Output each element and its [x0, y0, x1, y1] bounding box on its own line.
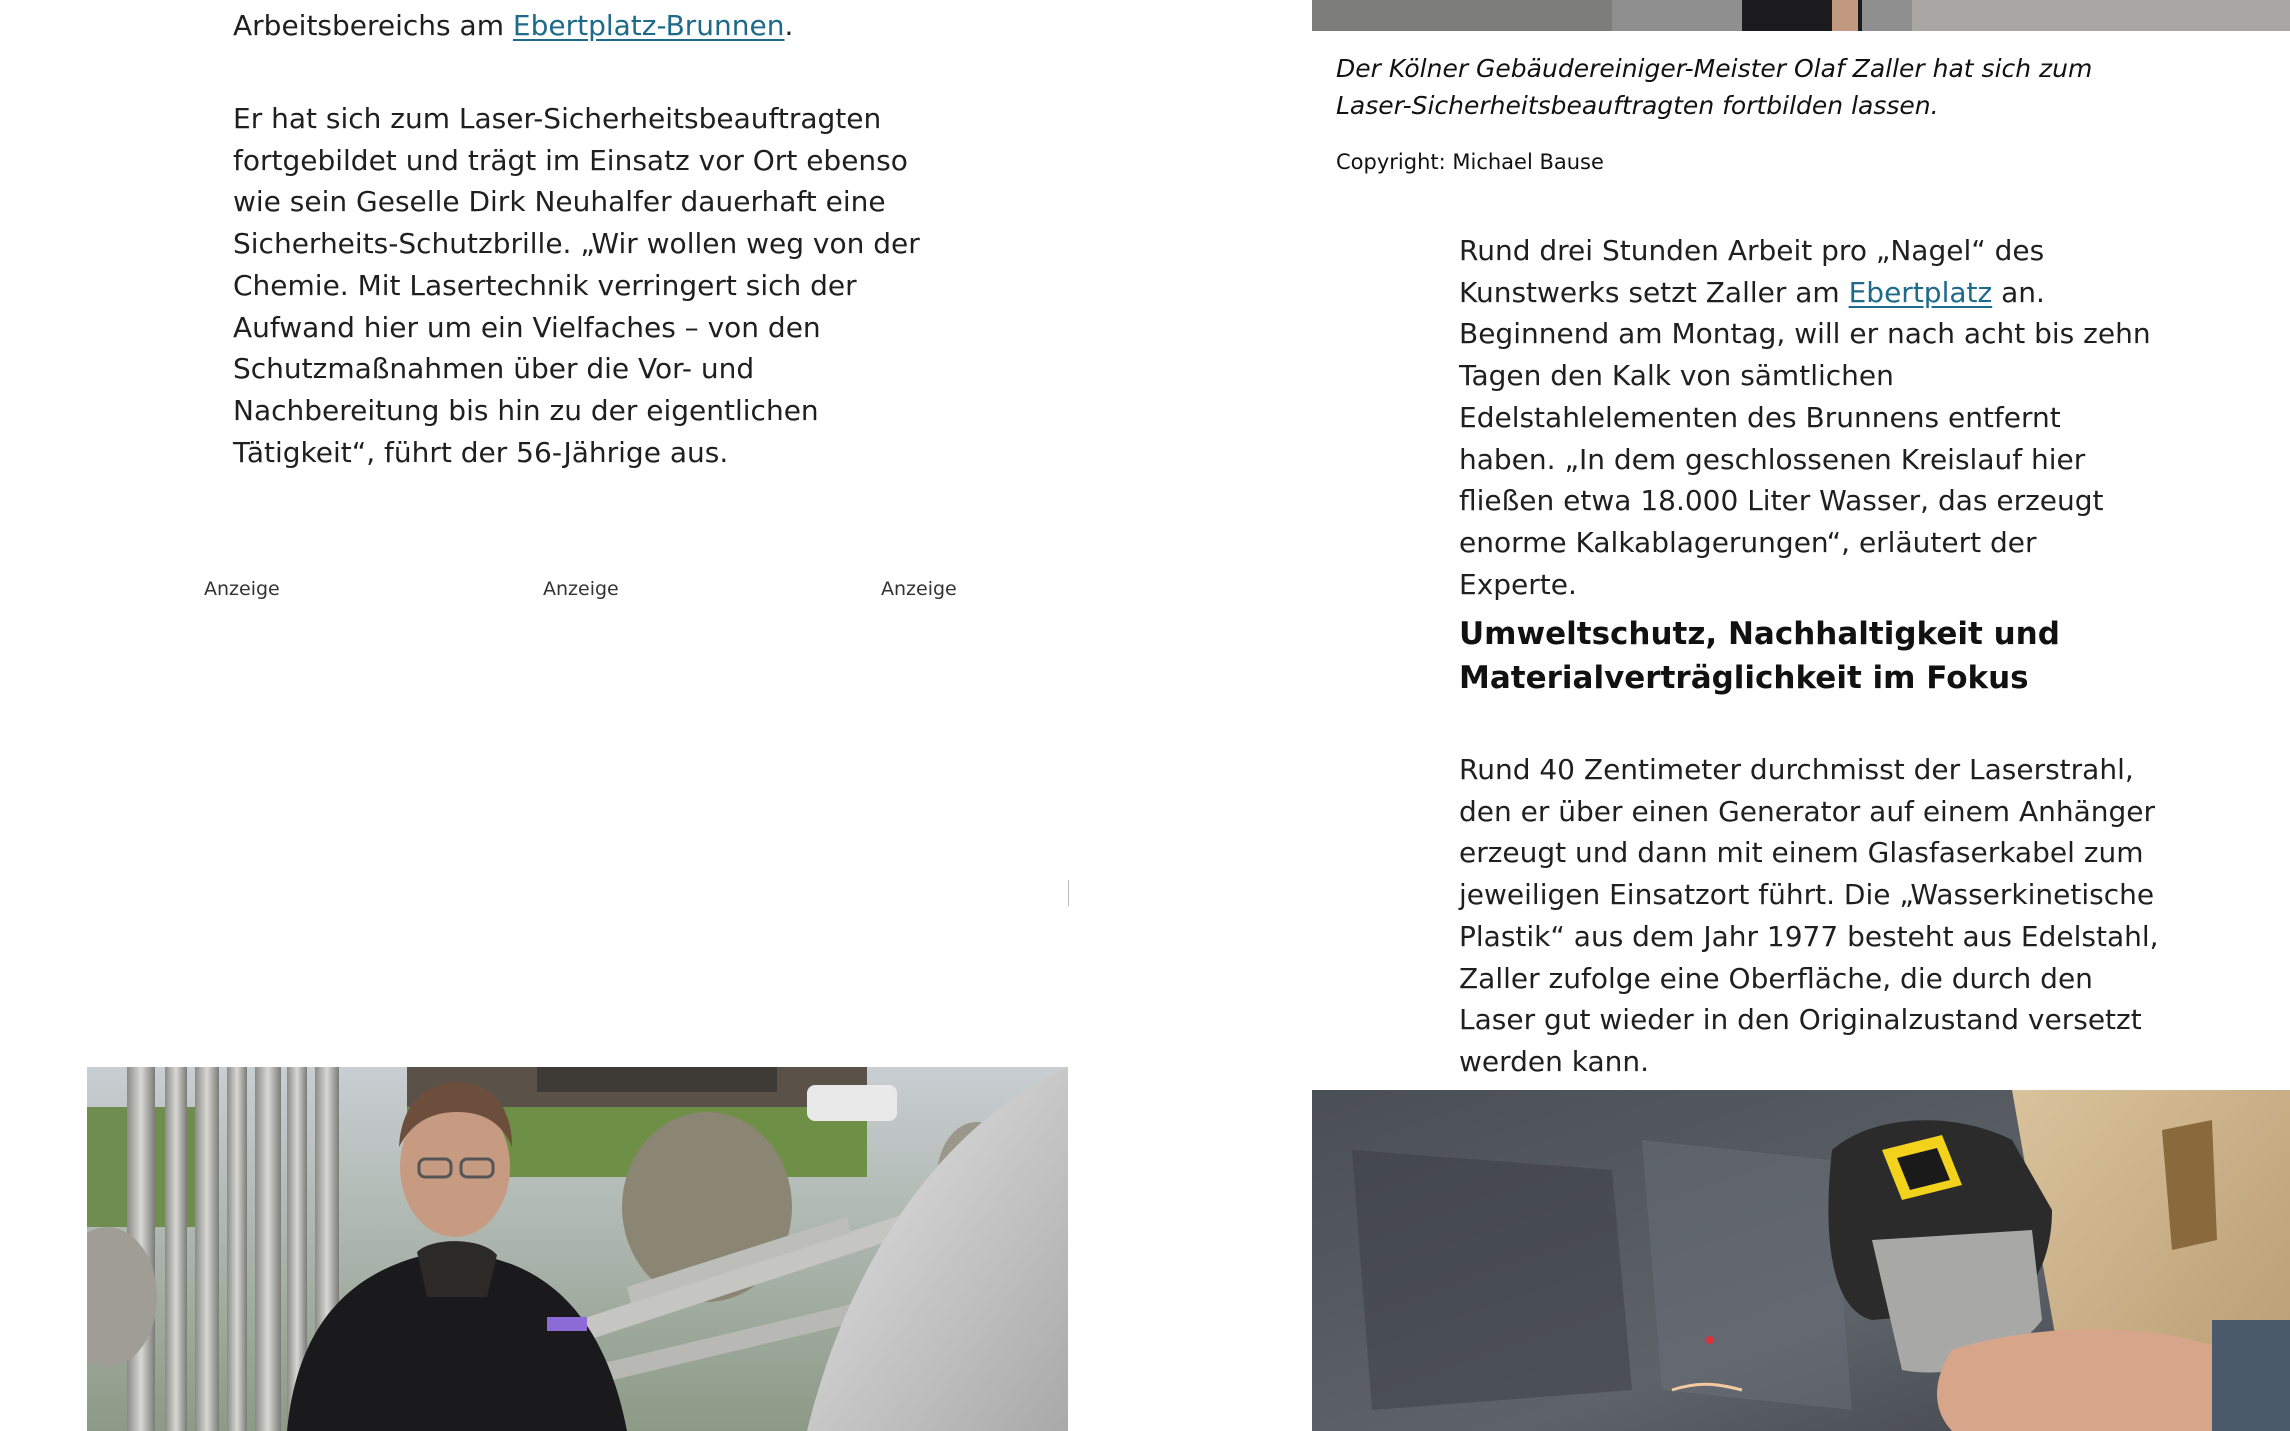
- paragraph-text: Arbeitsbereichs am: [233, 9, 513, 42]
- photo-copyright: Copyright: Michael Bause: [1336, 150, 1604, 174]
- ad-label: Anzeige: [543, 578, 619, 600]
- article-paragraph: [1459, 230, 2159, 605]
- paragraph-end: .: [784, 9, 794, 42]
- ad-label: Anzeige: [881, 578, 957, 600]
- photo-laser-device[interactable]: [1312, 1090, 2290, 1431]
- section-subheading: Umweltschutz, Nachhaltigkeit und Materialverträglichkeit im Fokus: [1459, 616, 2060, 696]
- photo-top-fragment[interactable]: [1312, 0, 2290, 31]
- photo-top-fragment-image: [1312, 0, 2290, 31]
- article-paragraph: Er hat sich zum Laser-Sicherheitsbeauftragten fortgebildet und trägt im Einsatz vor Ort ebenso wie sein Geselle Dirk Neuhalfer dauerhaft eine Sicherheits-Schutzbrille. „Wir wollen weg von der Chemie. Mit Lasertechnik verringert sich der Aufwand hier um ein Vielfaches – von den Schutzmaßnahmen über die Vor- und Nachbereitung bis hin zu der eigentlichen Tätigkeit“, führt der 56-Jährige aus.: [233, 102, 920, 469]
- article-paragraph: Rund 40 Zentimeter durchmisst der Laserstrahl, den er über einen Generator auf einem Anhänger erzeugt und dann mit einem Glasfaserkabel zum jeweiligen Einsatzort führt. Die „Wasserkinetische Plastik“ aus dem Jahr 1977 besteht aus Edelstahl, Zaller zufolge eine Oberfläche, die durch den Laser gut wieder in den Originalzustand versetzt werden kann.: [1459, 753, 2159, 1078]
- photo-olaf-zaller-image: [87, 1067, 1068, 1431]
- ad-slot-marker: [1068, 880, 1069, 906]
- photo-caption: Der Kölner Gebäudereiniger-Meister Olaf Zaller hat sich zum Laser-Sicherheitsbeauftragten fortbilden lassen.: [1336, 54, 2093, 120]
- ad-label: Anzeige: [204, 578, 280, 600]
- photo-laser-device-image: [1312, 1090, 2290, 1431]
- paragraph-text: Rund drei Stunden Arbeit pro „Nagel“ des Kunstwerks setzt Zaller am: [1459, 234, 2045, 309]
- paragraph-text: an. Beginnend am Montag, will er nach acht bis zehn Tagen den Kalk von sämtlichen Edelstahlelementen des Brunnens entfernt haben. „In dem geschlossenen Kreislauf hier fließen etwa 18.000 Liter Wasser, das erzeugt enorme Kalkablagerungen“, erläutert der Experte.: [1459, 275, 2151, 601]
- ebertplatz-link[interactable]: Ebertplatz: [1848, 275, 1993, 309]
- article-paragraph: [233, 5, 953, 47]
- photo-olaf-zaller[interactable]: [87, 1067, 1068, 1431]
- ebertplatz-brunnen-link[interactable]: Ebertplatz-Brunnen: [512, 9, 785, 42]
